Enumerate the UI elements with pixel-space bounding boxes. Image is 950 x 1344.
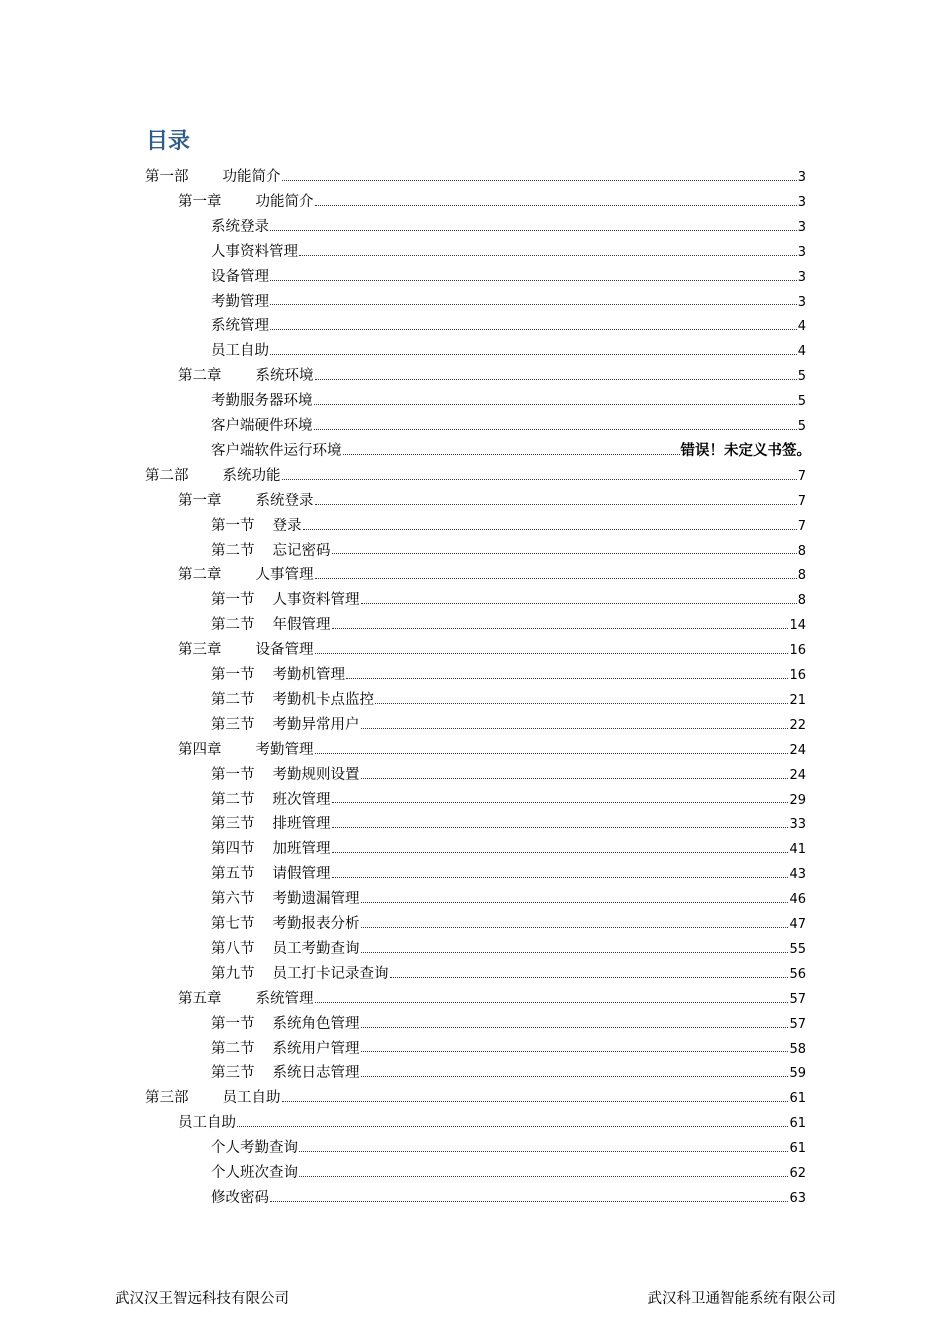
toc-dot-leader [299, 1176, 788, 1177]
toc-entry[interactable] [178, 638, 806, 663]
toc-dot-leader [282, 180, 797, 181]
toc-entry[interactable] [145, 464, 806, 489]
toc-entry-number: 第八节 [211, 940, 255, 957]
toc-entry[interactable] [211, 962, 806, 987]
toc-dot-leader [315, 379, 797, 380]
toc-entry-number: 第二节 [211, 691, 255, 708]
toc-dot-leader [270, 230, 797, 231]
toc-entry-title: 客户端硬件环境 [211, 418, 313, 434]
toc-dot-leader [332, 553, 797, 554]
toc-entry-page-number: 7 [797, 493, 806, 509]
toc-entry[interactable] [211, 290, 806, 315]
toc-entry[interactable] [211, 1037, 806, 1062]
toc-entry[interactable] [211, 1012, 806, 1037]
toc-entry-page-number: 16 [789, 643, 806, 659]
toc-entry-number: 第二节 [211, 791, 255, 808]
toc-dot-leader [332, 628, 789, 629]
toc-entry[interactable] [211, 788, 806, 813]
toc-entry-number: 第六节 [211, 891, 255, 908]
toc-entry-page-number: 3 [797, 194, 806, 210]
toc-entry[interactable] [211, 265, 806, 290]
toc-entry[interactable] [211, 389, 806, 414]
toc-entry-page-number: 16 [789, 668, 806, 683]
toc-dot-leader [315, 653, 789, 654]
toc-dot-leader [361, 1076, 789, 1077]
toc-entry-page-number: 55 [789, 941, 806, 957]
toc-entry[interactable] [211, 912, 806, 937]
toc-entry-page-number: 62 [789, 1166, 806, 1181]
toc-entry-number: 第二节 [211, 542, 255, 559]
toc-entry-title: 登录 [272, 517, 302, 534]
toc-entry[interactable] [211, 539, 806, 564]
toc-dot-leader [361, 778, 789, 779]
toc-dot-leader [332, 827, 789, 828]
toc-entry[interactable] [211, 1136, 806, 1161]
toc-dot-leader [361, 952, 789, 953]
toc-dot-leader [282, 479, 797, 480]
toc-entry-number: 第五章 [178, 990, 222, 1007]
toc-dot-leader [332, 852, 789, 853]
toc-entry-page-number: 59 [789, 1066, 806, 1082]
toc-entry-title: 考勤遗漏管理 [272, 891, 360, 908]
toc-dot-leader [343, 454, 680, 455]
toc-entry[interactable] [211, 663, 806, 688]
toc-entry-page-number: 4 [797, 319, 806, 335]
toc-dot-leader [315, 578, 797, 579]
toc-entry-number: 第二章 [178, 567, 222, 584]
toc-entry-title: 人事资料管理 [272, 592, 360, 609]
toc-dot-leader [361, 603, 797, 604]
toc-entry[interactable] [178, 563, 806, 588]
toc-entry-number: 第二部 [145, 467, 189, 484]
toc-entry-page-number: 3 [797, 294, 806, 310]
toc-entry-page-number: 5 [797, 419, 806, 434]
toc-entry-title: 系统功能 [222, 467, 281, 484]
toc-entry-title: 系统用户管理 [272, 1040, 360, 1057]
toc-entry-title: 班次管理 [272, 791, 331, 808]
toc-entry-page-number: 7 [797, 518, 806, 534]
toc-entry-title: 个人考勤查询 [211, 1140, 298, 1157]
toc-entry-page-number: 33 [789, 817, 806, 833]
toc-entry-number: 第七节 [211, 916, 255, 932]
toc-entry-number: 第三节 [211, 716, 255, 733]
toc-entry-number: 第三节 [211, 816, 255, 833]
toc-entry[interactable] [178, 489, 806, 514]
toc-entry-page-number: 41 [789, 842, 806, 858]
toc-entry-page-number: 43 [789, 867, 806, 883]
toc-entry-page-number: 3 [797, 170, 806, 185]
toc-dot-leader [361, 902, 789, 903]
toc-entry-title: 请假管理 [272, 866, 331, 883]
toc-entry-page-number: 58 [789, 1041, 806, 1057]
toc-entry-page-number: 14 [789, 618, 806, 634]
toc-entry-title: 排班管理 [272, 816, 331, 833]
toc-entry-title: 修改密码 [211, 1189, 269, 1206]
toc-entry[interactable] [211, 588, 806, 613]
toc-entry-number: 第二节 [211, 1040, 255, 1057]
toc-entry[interactable] [145, 165, 806, 190]
toc-entry-page-number: 24 [789, 742, 806, 758]
toc-entry-page-number: 47 [789, 917, 806, 932]
toc-entry-title: 考勤服务器环境 [211, 393, 313, 410]
toc-entry-number: 第四节 [211, 841, 255, 858]
toc-entry-title: 人事资料管理 [211, 243, 298, 260]
toc-entry-page-number: 56 [789, 966, 806, 982]
toc-entry-page-number: 61 [789, 1091, 806, 1107]
toc-entry-title: 系统管理 [211, 318, 269, 335]
toc-dot-leader [299, 1151, 788, 1152]
toc-entry-title: 员工考勤查询 [272, 940, 360, 957]
toc-entry-page-number: 5 [797, 394, 806, 410]
toc-entry-page-number: 8 [797, 543, 806, 559]
toc-entry-page-number: 8 [797, 593, 806, 609]
toc-dot-leader [270, 1201, 788, 1202]
toc-dot-leader [315, 753, 789, 754]
toc-entry-page-number: 3 [797, 219, 806, 235]
toc-entry-title: 系统登录 [211, 218, 269, 235]
toc-entry-title: 系统登录 [255, 492, 314, 509]
toc-dot-leader [361, 1027, 789, 1028]
toc-entry-title: 考勤规则设置 [272, 766, 360, 783]
toc-entry-title: 忘记密码 [272, 542, 331, 559]
toc-entry[interactable] [211, 339, 806, 364]
toc-entry-number: 第二章 [178, 368, 222, 385]
toc-entry[interactable] [178, 987, 806, 1012]
toc-entry[interactable] [211, 215, 806, 240]
toc-entry-title: 功能简介 [255, 193, 314, 210]
toc-dot-leader [270, 329, 797, 330]
toc-dot-leader [315, 1002, 789, 1003]
toc-entry-title: 考勤异常用户 [272, 716, 360, 733]
toc-entry-page-number: 21 [789, 692, 806, 708]
toc-entry-number: 第二节 [211, 617, 255, 634]
toc-entry[interactable] [178, 190, 806, 215]
toc-entry[interactable] [211, 414, 806, 439]
toc-entry-title: 员工自助 [178, 1115, 236, 1132]
toc-entry-title: 系统角色管理 [272, 1015, 360, 1032]
toc-dot-leader [332, 877, 789, 878]
toc-heading: 目录 [146, 129, 191, 154]
toc-entry[interactable] [211, 713, 806, 738]
toc-dot-leader [361, 1051, 789, 1052]
toc-dot-leader [270, 354, 797, 355]
toc-entry-page-number: 46 [789, 892, 806, 908]
toc-entry-number: 第一节 [211, 592, 255, 609]
toc-entry-number: 第一章 [178, 492, 222, 509]
toc-entry-number: 第五节 [211, 866, 255, 883]
toc-entry-page-number: 61 [789, 1116, 806, 1132]
toc-entry-title: 员工自助 [222, 1090, 281, 1107]
toc-entry-number: 第一节 [211, 517, 255, 534]
toc-entry-page-number: 24 [789, 767, 806, 783]
toc-dot-leader [361, 728, 789, 729]
toc-entry[interactable] [211, 812, 806, 837]
toc-entry-number: 第三章 [178, 642, 222, 659]
toc-entry-title: 考勤管理 [255, 741, 314, 758]
toc-entry-page-number: 3 [797, 244, 806, 260]
toc-entry-page-number: 7 [797, 468, 806, 484]
toc-entry[interactable] [178, 1111, 806, 1136]
toc-dot-leader [315, 504, 797, 505]
toc-entry-title: 设备管理 [211, 268, 269, 285]
toc-entry-error-text: 错误！未定义书签。 [680, 442, 811, 459]
toc-entry-title: 系统环境 [255, 368, 314, 385]
toc-entry-page-number: 5 [797, 369, 806, 385]
toc-dot-leader [314, 429, 797, 430]
toc-entry[interactable] [211, 937, 806, 962]
toc-entry[interactable] [211, 439, 811, 464]
toc-entry[interactable] [211, 314, 806, 339]
toc-entry[interactable] [211, 240, 806, 265]
toc-dot-leader [303, 529, 797, 530]
toc-dot-leader [346, 678, 788, 679]
toc-entry-page-number: 57 [789, 991, 806, 1007]
toc-entry-title: 考勤管理 [211, 293, 269, 310]
toc-entry-number: 第九节 [211, 965, 255, 982]
toc-dot-leader [390, 977, 789, 978]
toc-entry-title: 个人班次查询 [211, 1165, 298, 1181]
toc-entry-title: 设备管理 [255, 642, 314, 659]
toc-entry[interactable] [145, 1086, 806, 1111]
toc-dot-leader [270, 280, 797, 281]
toc-entry[interactable] [211, 1061, 806, 1086]
toc-entry-title: 考勤机管理 [272, 667, 345, 683]
toc-entry-title: 功能简介 [222, 169, 281, 185]
toc-entry-number: 第一部 [145, 169, 189, 185]
toc-entry[interactable] [178, 364, 806, 389]
toc-entry[interactable] [178, 738, 806, 763]
toc-dot-leader [282, 1101, 789, 1102]
toc-dot-leader [375, 703, 788, 704]
toc-dot-leader [314, 404, 797, 405]
toc-entry-title: 系统管理 [255, 990, 314, 1007]
toc-entry-title: 员工打卡记录查询 [272, 965, 389, 982]
toc-entry-number: 第一节 [211, 1015, 255, 1032]
toc-entry-number: 第一节 [211, 766, 255, 783]
toc-dot-leader [299, 255, 797, 256]
toc-entry[interactable] [211, 1161, 806, 1186]
toc-entry-title: 系统日志管理 [272, 1065, 360, 1082]
toc-entry[interactable] [211, 688, 806, 713]
toc-entry[interactable] [211, 887, 806, 912]
toc-entry-title: 考勤报表分析 [272, 916, 360, 932]
toc-entry-number: 第四章 [178, 741, 222, 758]
toc-dot-leader [315, 205, 797, 206]
footer-left-company: 武汉汉王智远科技有限公司 [115, 1291, 289, 1307]
toc-entry-page-number: 8 [797, 568, 806, 584]
toc-entry[interactable] [211, 763, 806, 788]
toc-entry[interactable] [211, 862, 806, 887]
toc-entry-title: 年假管理 [272, 617, 331, 634]
toc-entry[interactable] [211, 613, 806, 638]
toc-entry-title: 员工自助 [211, 343, 269, 360]
toc-entry[interactable] [211, 514, 806, 539]
toc-entry[interactable] [211, 837, 806, 862]
toc-entry-title: 考勤机卡点监控 [272, 691, 374, 708]
toc-entry-page-number: 57 [789, 1016, 806, 1032]
toc-entry-number: 第三部 [145, 1090, 189, 1107]
toc-entry-title: 客户端软件运行环境 [211, 442, 342, 459]
toc-dot-leader [332, 802, 789, 803]
toc-entry-number: 第一节 [211, 667, 255, 683]
toc-entry-title: 人事管理 [255, 567, 314, 584]
footer-right-company: 武汉科卫通智能系统有限公司 [647, 1291, 836, 1307]
toc-entry-number: 第三节 [211, 1065, 255, 1082]
toc-entry-page-number: 3 [797, 269, 806, 285]
toc-dot-leader [237, 1126, 788, 1127]
toc-entry-title: 加班管理 [272, 841, 331, 858]
toc-entry-page-number: 61 [789, 1141, 806, 1157]
toc-entry[interactable] [211, 1186, 806, 1211]
toc-dot-leader [361, 927, 789, 928]
toc-entry-number: 第一章 [178, 193, 222, 210]
toc-dot-leader [270, 304, 797, 305]
toc-entry-page-number: 22 [789, 717, 806, 733]
toc-entry-page-number: 4 [797, 344, 806, 360]
toc-entry-page-number: 63 [789, 1190, 806, 1206]
toc-entry-page-number: 29 [789, 792, 806, 808]
